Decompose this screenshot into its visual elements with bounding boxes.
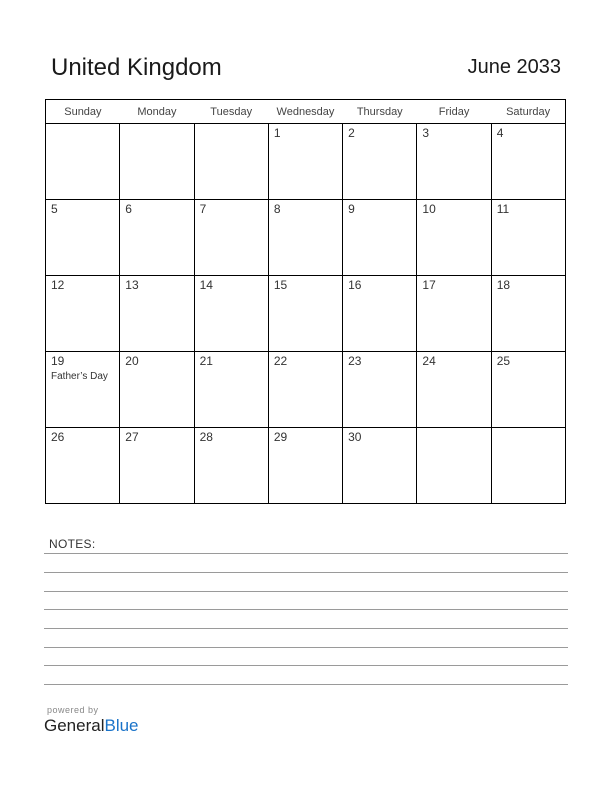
day-cell [268,200,342,276]
day-number: 17 [422,278,436,292]
weekday-header: Tuesday [194,100,268,124]
day-cell [268,124,342,200]
day-number: 18 [496,278,511,292]
day-cell [491,352,565,428]
day-number: 9 [348,202,355,216]
weekday-header: Saturday [491,100,565,124]
day-cell [194,276,268,352]
day-cell [268,428,342,504]
day-cell [343,200,417,276]
weekday-header: Wednesday [268,100,342,124]
day-cell [491,428,565,504]
notes-line [44,665,568,666]
calendar-grid [45,99,566,504]
day-number: 27 [125,430,139,444]
day-number: 6 [125,202,132,216]
day-number: 20 [125,354,139,368]
day-number: 10 [422,202,436,216]
notes-line [44,628,568,629]
week-row [46,428,566,504]
day-cell [417,352,491,428]
day-cell [120,200,194,276]
notes-line [44,647,568,648]
week-row [46,276,566,352]
day-cell [120,428,194,504]
logo-text-general: General [44,716,105,735]
day-number: 13 [125,278,139,292]
day-cell [491,200,565,276]
week-row [46,124,566,200]
day-cell [417,124,491,200]
weekday-header: Sunday [46,100,120,124]
day-cell [194,124,268,200]
weekday-header: Thursday [343,100,417,124]
day-number: 30 [348,430,362,444]
day-number: 16 [348,278,362,292]
day-number: 25 [496,354,511,368]
day-cell [491,124,565,200]
day-number: 29 [273,430,288,444]
day-number: 2 [348,126,355,140]
day-cell [268,276,342,352]
notes-label: NOTES: [49,537,96,551]
day-number: 15 [273,278,288,292]
weekday-header-row [46,100,566,124]
day-cell [343,276,417,352]
day-number: 12 [51,278,65,292]
day-cell [194,352,268,428]
day-cell [46,276,120,352]
notes-line [44,572,568,573]
day-number: 21 [199,354,213,368]
day-cell [343,124,417,200]
day-number: 24 [422,354,436,368]
day-cell [120,352,194,428]
day-number: 22 [273,354,288,368]
day-number: 14 [199,278,213,292]
day-cell [120,124,194,200]
notes-line [44,684,568,685]
page-title-month: June 2033 [467,56,561,78]
logo-text-blue: Blue [104,716,139,735]
weekday-header: Monday [120,100,194,124]
day-cell [194,200,268,276]
week-row [46,200,566,276]
day-cell [417,200,491,276]
day-number: 7 [199,202,207,216]
notes-line [44,591,568,592]
day-cell [417,276,491,352]
notes-line [44,609,568,610]
day-number: 4 [496,126,504,140]
day-number: 28 [199,430,213,444]
day-number: 26 [51,430,65,444]
generalblue-logo [44,716,139,736]
weekday-header: Friday [417,100,491,124]
day-number: 8 [273,202,281,216]
day-cell [46,200,120,276]
day-number: 3 [422,126,430,140]
day-cell [194,428,268,504]
day-number: 11 [496,202,510,216]
holiday-label: Father’s Day [51,371,108,382]
day-number: 19 [51,354,65,368]
day-number: 23 [348,354,362,368]
day-cell [417,428,491,504]
day-number: 1 [273,126,281,140]
day-number: 5 [51,202,58,216]
day-cell [46,428,120,504]
notes-line [44,553,568,554]
day-cell [343,352,417,428]
day-cell [46,124,120,200]
day-cell [491,276,565,352]
week-row [46,352,566,428]
day-cell [268,352,342,428]
day-cell [46,352,120,428]
day-cell [120,276,194,352]
page-title-country: United Kingdom [51,54,222,81]
day-cell [343,428,417,504]
powered-by-text: powered by [47,705,99,715]
